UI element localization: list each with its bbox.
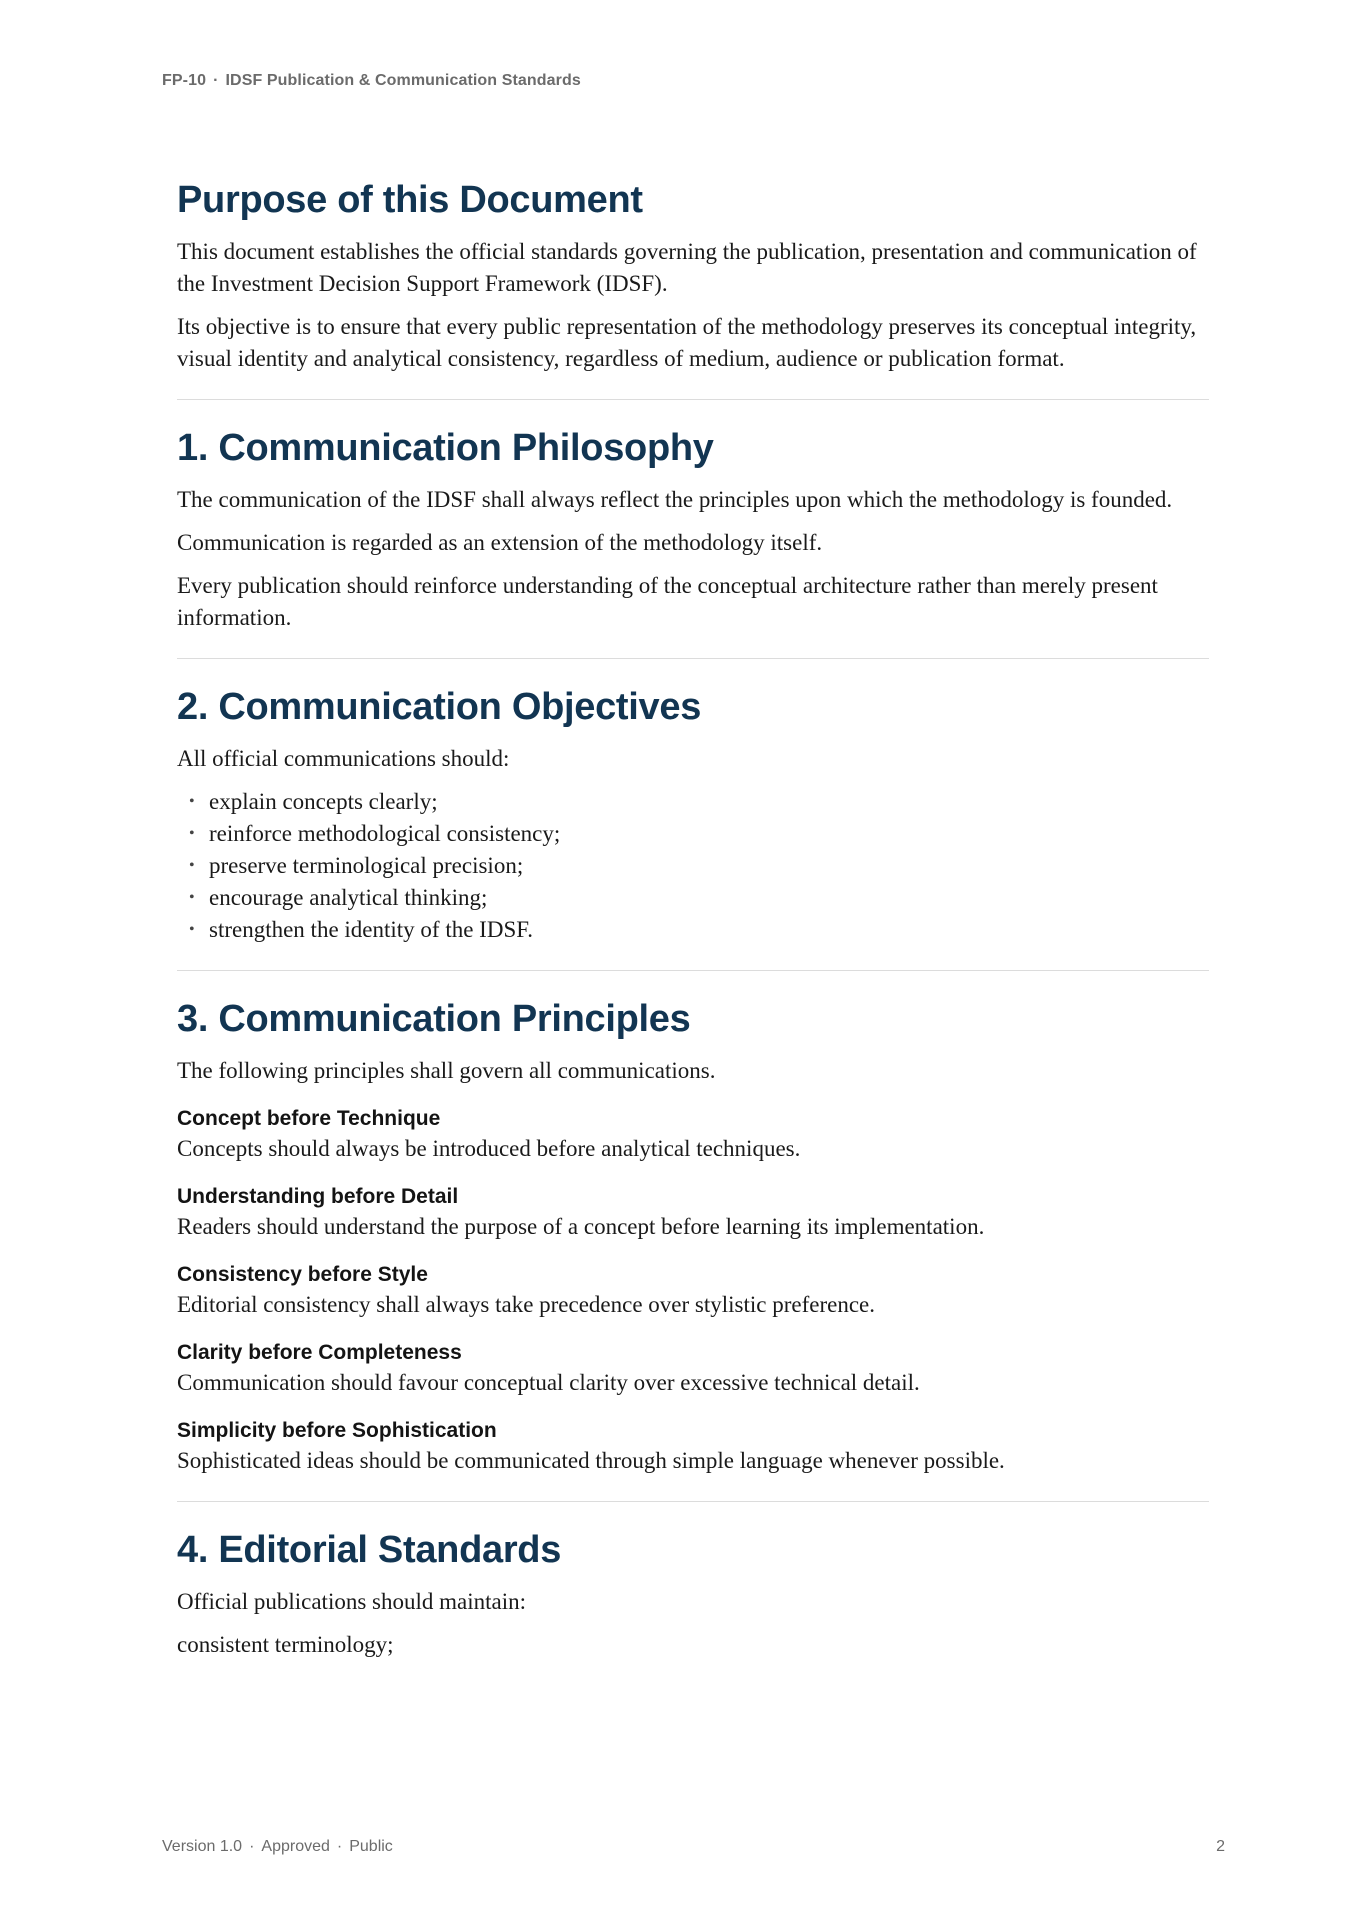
section-communication-objectives <box>177 658 1209 946</box>
running-header <box>162 72 581 90</box>
list-item: • preserve terminological precision; <box>177 850 1209 882</box>
section-communication-philosophy <box>177 399 1209 634</box>
principle-title: Concept before Technique <box>177 1107 441 1130</box>
principle-text: Readers should understand the purpose of a concept before learning its implementation. <box>177 1214 985 1239</box>
principle-text: Sophisticated ideas should be communicated through simple language whenever possible. <box>177 1448 1005 1473</box>
footer-version: Version 1.0 <box>162 1838 243 1855</box>
section-heading: 2. Communication Objectives <box>177 686 702 728</box>
list-item: • encourage analytical thinking; <box>177 882 1209 914</box>
section-heading: 1. Communication Philosophy <box>177 427 714 469</box>
principle-text: Editorial consistency shall always take precedence over stylistic preference. <box>177 1292 876 1317</box>
principle-item <box>177 1339 1209 1399</box>
paragraph: This document establishes the official standards governing the publication, presentation and communication of the Investment Decision Support Framework (IDSF). <box>177 239 1197 296</box>
principle-title: Simplicity before Sophistication <box>177 1419 497 1442</box>
paragraph: consistent terminology; <box>177 1632 394 1657</box>
document-title: IDSF Publication & Communication Standards <box>225 72 581 89</box>
paragraph: The communication of the IDSF shall always reflect the principles upon which the methodology is founded. <box>177 487 1173 512</box>
principle-text: Concepts should always be introduced before analytical techniques. <box>177 1136 801 1161</box>
paragraph: Its objective is to ensure that every public representation of the methodology preserves its conceptual integrity, visual identity and analytical consistency, regardless of medium, audience or publication format. <box>177 314 1197 371</box>
principle-item <box>177 1261 1209 1321</box>
section-editorial-standards <box>177 1501 1209 1661</box>
page-number: 2 <box>1216 1838 1225 1855</box>
principles-list <box>177 1105 1209 1477</box>
paragraph: All official communications should: <box>177 746 510 771</box>
section-heading: 4. Editorial Standards <box>177 1529 562 1571</box>
document-body <box>177 170 1209 1661</box>
footer-meta <box>162 1838 393 1856</box>
paragraph: The following principles shall govern all communications. <box>177 1058 716 1083</box>
footer-separator: · <box>336 1838 343 1855</box>
principle-item <box>177 1417 1209 1477</box>
section-communication-principles <box>177 970 1209 1477</box>
principle-text: Communication should favour conceptual clarity over excessive technical detail. <box>177 1370 920 1395</box>
footer-status: Approved <box>261 1838 330 1855</box>
paragraph: Every publication should reinforce understanding of the conceptual architecture rather than merely present information. <box>177 573 1158 630</box>
principle-item <box>177 1105 1209 1165</box>
footer-separator: · <box>249 1838 255 1855</box>
section-heading: 3. Communication Principles <box>177 998 691 1040</box>
header-separator: · <box>213 72 219 89</box>
principle-title: Consistency before Style <box>177 1263 428 1286</box>
objectives-list <box>177 786 1209 946</box>
document-code: FP-10 <box>162 72 207 89</box>
list-item: • reinforce methodological consistency; <box>177 818 1209 850</box>
paragraph: Communication is regarded as an extension of the methodology itself. <box>177 530 823 555</box>
principle-title: Clarity before Completeness <box>177 1341 462 1364</box>
paragraph: Official publications should maintain: <box>177 1589 526 1614</box>
principle-item <box>177 1183 1209 1243</box>
list-item: • explain concepts clearly; <box>177 786 1209 818</box>
principle-title: Understanding before Detail <box>177 1185 459 1208</box>
section-purpose <box>177 170 1209 375</box>
list-item: • strengthen the identity of the IDSF. <box>177 914 1209 946</box>
footer-audience: Public <box>349 1838 393 1855</box>
section-heading: Purpose of this Document <box>177 179 643 221</box>
